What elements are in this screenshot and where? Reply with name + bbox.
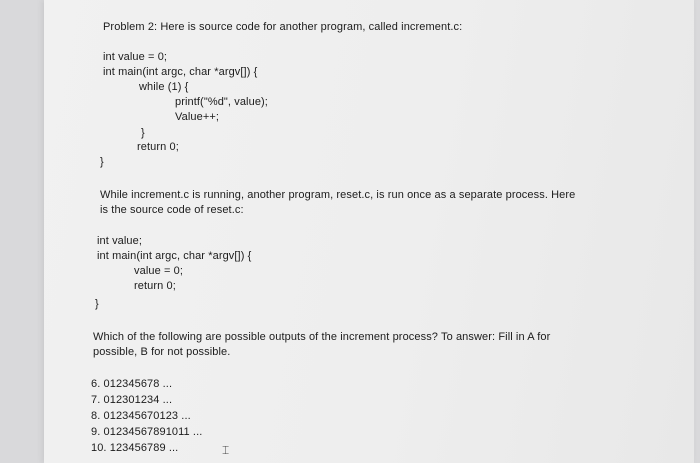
description-line: is the source code of reset.c: [100,204,244,216]
code-line: while (1) { [139,81,189,93]
code-line: int value = 0; [103,51,168,63]
option-item: 7. 012301234 ... [91,394,173,406]
option-item: 8. 012345670123 ... [91,410,191,422]
text-cursor-icon: ⌶ [222,443,230,457]
problem-title: Problem 2: Here is source code for another program, called increment.c: [103,21,463,33]
option-item: 10. 123456789 ... [91,442,179,454]
code-line: int value; [97,235,143,247]
code-line: Value++; [175,111,220,123]
code-line: return 0; [134,280,176,292]
document-page [44,0,694,463]
option-item: 9. 01234567891011 ... [91,426,203,438]
question-line: possible, B for not possible. [93,346,231,358]
code-line: } [95,298,99,310]
question-line: Which of the following are possible outputs of the increment process? To answer: Fill in A for [93,331,551,343]
option-item: 6. 012345678 ... [91,378,173,390]
code-line: int main(int argc, char *argv[]) { [103,66,258,78]
code-line: } [141,127,145,139]
description-line: While increment.c is running, another program, reset.c, is run once as a separate process. Here [100,189,576,201]
code-line: int main(int argc, char *argv[]) { [97,250,252,262]
code-line: printf("%d", value); [175,96,268,108]
code-line: return 0; [137,141,179,153]
code-line: } [100,156,104,168]
code-line: value = 0; [134,265,184,277]
